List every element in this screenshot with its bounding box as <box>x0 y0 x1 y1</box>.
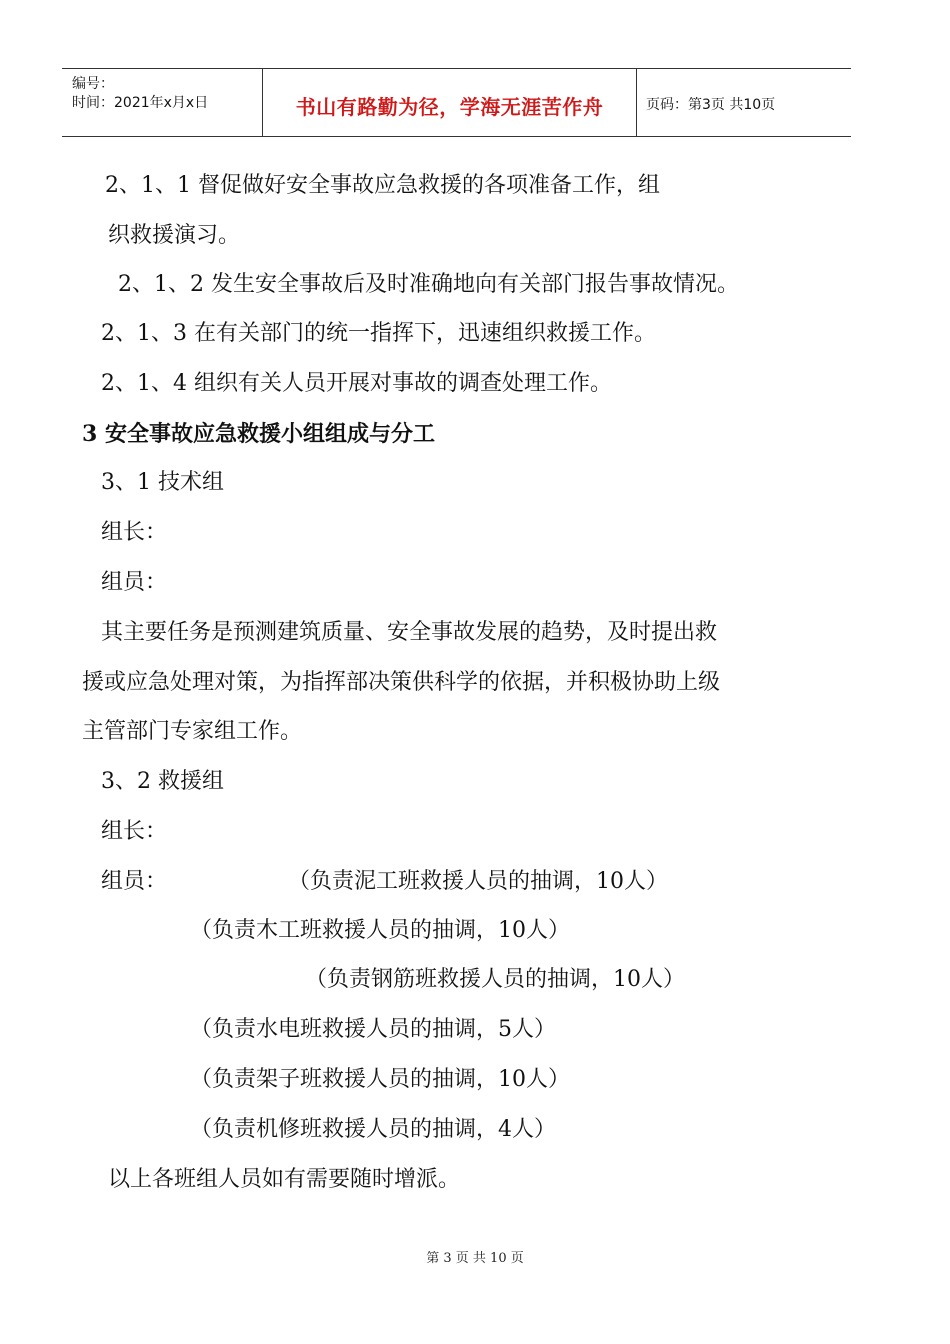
paragraph-line: 2、1、4 组织有关人员开展对事故的调查处理工作。 <box>101 371 612 396</box>
paragraph-line: 2、1、2 发生安全事故后及时准确地向有关部门报告事故情况。 <box>118 272 739 297</box>
group-member-label: 组员： <box>101 869 168 894</box>
paragraph-line: 2、1、1 督促做好安全事故应急救援的各项准备工作，组 <box>105 173 660 198</box>
page-header <box>62 68 851 137</box>
serial-label: 编号： <box>72 76 114 92</box>
group-leader-label: 组长： <box>101 819 168 844</box>
member-duty-line: （负责架子班救援人员的抽调，10人） <box>190 1067 570 1092</box>
subsection-heading: 3、2 救援组 <box>101 769 224 794</box>
paragraph-line: 援或应急处理对策，为指挥部决策供科学的依据，并积极协助上级 <box>82 670 721 695</box>
member-duty-line: （负责木工班救援人员的抽调，10人） <box>190 918 570 943</box>
paragraph-line: 织救援演习。 <box>108 223 241 248</box>
page-label: 页码：第3页 共10页 <box>646 97 776 113</box>
section-heading: 3 安全事故应急救援小组组成与分工 <box>82 421 435 447</box>
paragraph-line: 主管部门专家组工作。 <box>82 719 303 744</box>
header-motto-cell <box>262 69 637 136</box>
group-member-label: 组员： <box>101 570 168 595</box>
subsection-heading: 3、1 技术组 <box>101 470 224 495</box>
paragraph-line: 2、1、3 在有关部门的统一指挥下，迅速组织救援工作。 <box>101 321 656 346</box>
date-label: 时间：2021年x月x日 <box>72 95 209 111</box>
paragraph-line: 以上各班组人员如有需要随时增派。 <box>108 1167 461 1192</box>
paragraph-line: 其主要任务是预测建筑质量、安全事故发展的趋势，及时提出救 <box>101 620 718 645</box>
header-right-cell <box>636 69 851 136</box>
group-leader-label: 组长： <box>101 520 168 545</box>
member-duty-line: （负责机修班救援人员的抽调，4人） <box>190 1117 556 1142</box>
page-footer: 第 3 页 共 10 页 <box>426 1251 524 1266</box>
member-duty-line: （负责水电班救援人员的抽调，5人） <box>190 1017 556 1042</box>
member-duty-line: （负责泥工班救援人员的抽调，10人） <box>288 869 668 894</box>
member-duty-line: （负责钢筋班救援人员的抽调，10人） <box>305 967 685 992</box>
header-left-cell <box>62 69 262 136</box>
motto: 书山有路勤为径，学海无涯苦作舟 <box>295 95 604 119</box>
